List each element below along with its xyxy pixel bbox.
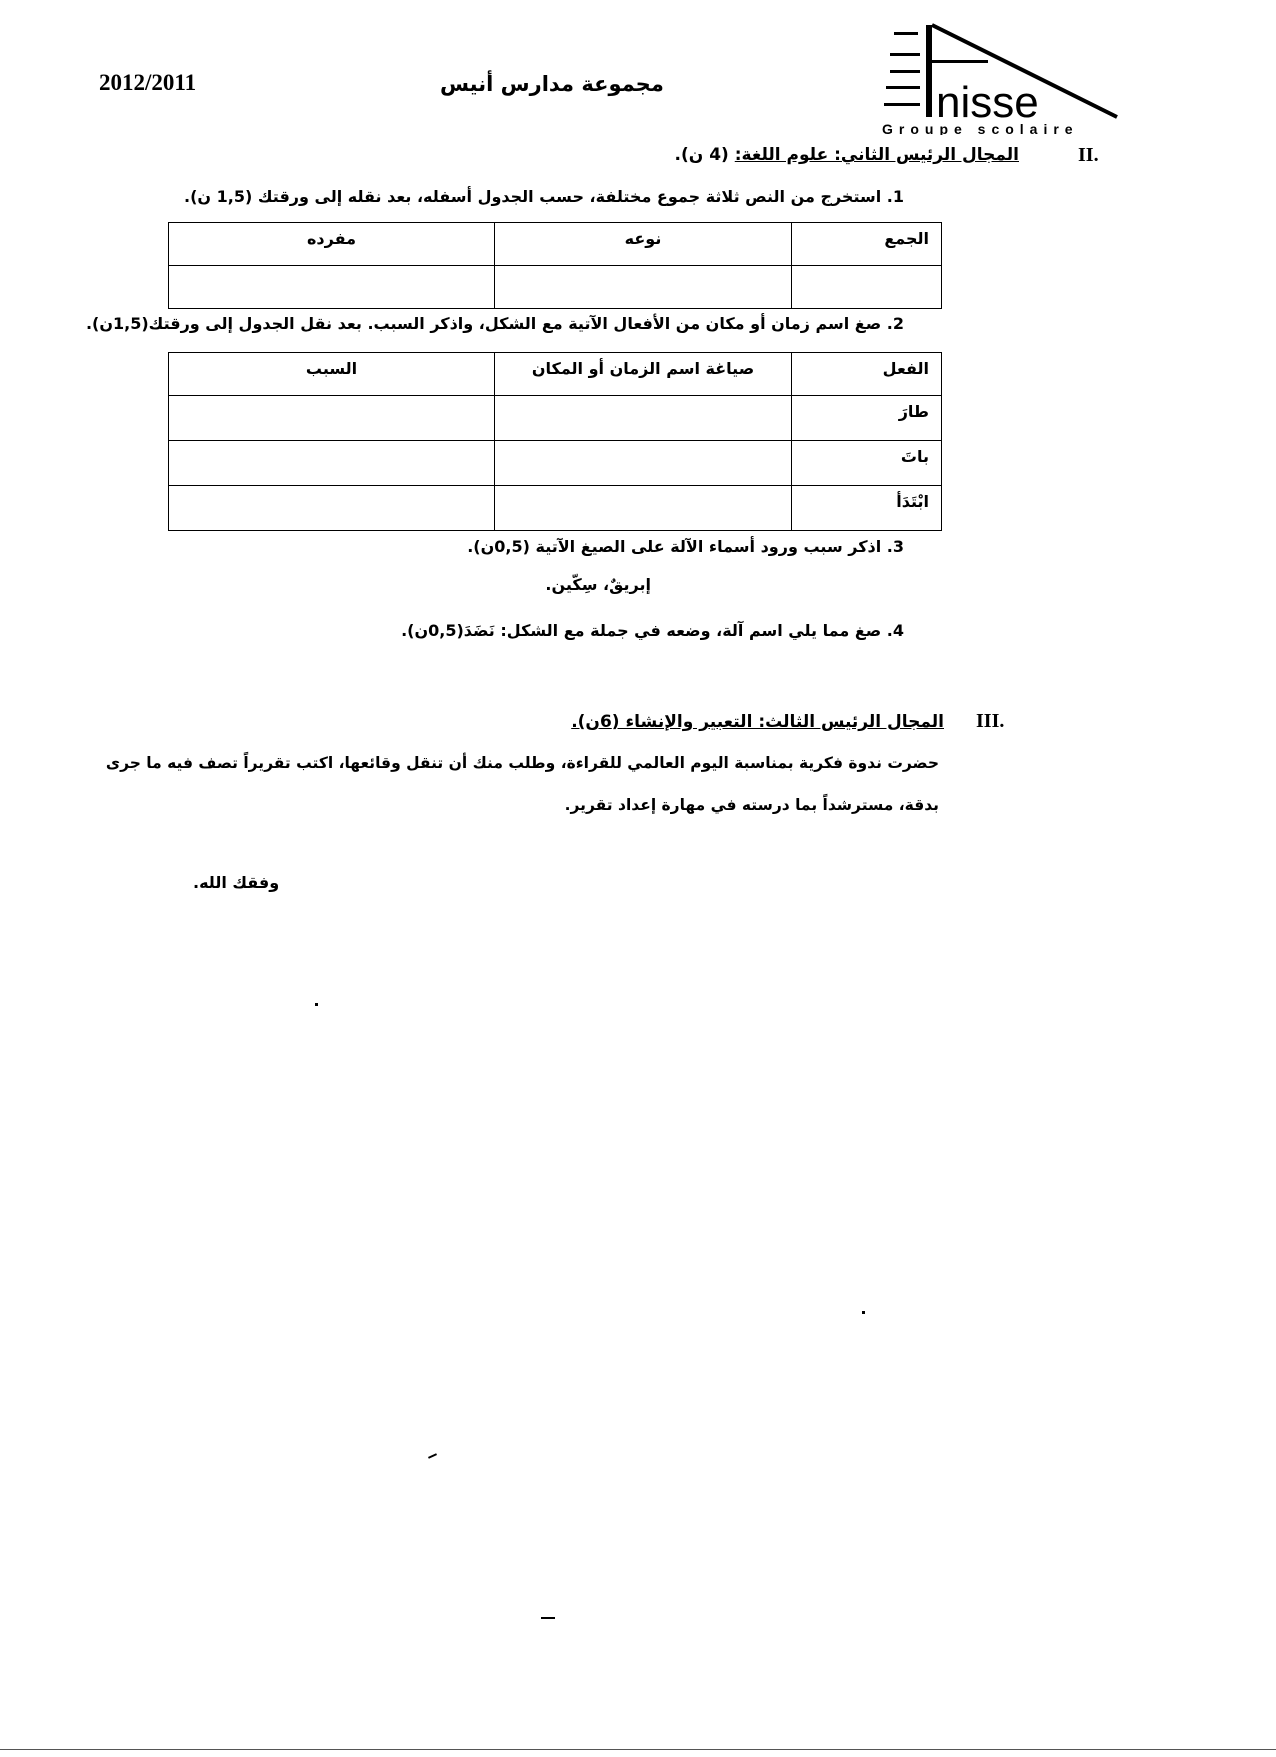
answer-cell[interactable] <box>169 441 495 486</box>
verbs-table <box>168 352 942 531</box>
verb-cell: باتَ <box>792 441 942 486</box>
school-name: مجموعة مدارس أنيس <box>440 72 664 96</box>
answer-cell[interactable] <box>169 266 495 309</box>
closing-text: وفقك الله. <box>193 873 280 892</box>
svg-text:Groupe scolaire: Groupe scolaire <box>882 121 1079 135</box>
section-heading <box>675 145 1019 165</box>
question-3 <box>467 537 904 556</box>
prompt-line-2: بدقة، مسترشداً بما درسته في مهارة إعداد تقرير. <box>564 796 939 814</box>
answer-cell[interactable] <box>495 266 792 309</box>
question-text: صغ مما يلي اسم آلة، وضعه في جملة مع الشكل: نَضَدَ(0,5ن). <box>401 621 882 640</box>
answer-cell[interactable] <box>169 486 495 531</box>
question-1 <box>184 187 904 206</box>
school-year: 2012/2011 <box>99 70 197 95</box>
scan-speck <box>315 1003 318 1006</box>
header-cell: نوعه <box>495 223 792 266</box>
section-title: المجال الرئيس الثاني: علوم اللغة: <box>734 145 1019 165</box>
question-number: 2. <box>886 314 904 333</box>
answer-cell[interactable] <box>495 441 792 486</box>
section-points: (4 ن). <box>674 145 729 165</box>
section-number: II. <box>1078 144 1099 166</box>
prompt-line-1: حضرت ندوة فكرية بمناسبة اليوم العالمي للقراءة، وطلب منك أن تنقل وقائعها، اكتب تقريراً تصف فيه ما جرى <box>105 754 939 772</box>
page-bottom-rule <box>0 1749 1276 1750</box>
scan-speck <box>862 1311 865 1314</box>
header-cell: السبب <box>169 353 495 396</box>
school-logo <box>872 20 1122 135</box>
question-number: 3. <box>886 537 904 556</box>
question-text: استخرج من النص ثلاثة جموع مختلفة، حسب الجدول أسفله، بعد نقله إلى ورقتك (1,5 ن). <box>184 187 882 206</box>
answer-cell[interactable] <box>495 486 792 531</box>
section-title: المجال الرئيس الثالث: التعبير والإنشاء (6ن). <box>571 712 944 732</box>
section-number: III. <box>976 710 1005 732</box>
answer-cell[interactable] <box>495 396 792 441</box>
question-text: اذكر سبب ورود أسماء الآلة على الصيغ الآتية (0,5ن). <box>467 537 882 556</box>
question-4 <box>401 621 904 640</box>
verb-cell: طارَ <box>792 396 942 441</box>
answer-cell[interactable] <box>792 266 942 309</box>
question-text: صغ اسم زمان أو مكان من الأفعال الآتية مع الشكل، واذكر السبب. بعد نقل الجدول إلى ورقتك(1,5ن). <box>85 314 882 333</box>
question-3-words: إبريقٌ، سِكّين. <box>545 575 651 594</box>
question-number: 1. <box>886 187 904 206</box>
svg-text:nisse: nisse <box>936 78 1039 127</box>
verb-cell: ابْتَدَأ <box>792 486 942 531</box>
header-cell: مفرده <box>169 223 495 266</box>
header-cell: صياغة اسم الزمان أو المكان <box>495 353 792 396</box>
answer-cell[interactable] <box>169 396 495 441</box>
question-2 <box>86 314 904 333</box>
scan-speck <box>428 1453 437 1459</box>
header-cell: الفعل <box>792 353 942 396</box>
plurals-table <box>168 222 942 309</box>
scan-speck <box>541 1617 555 1619</box>
question-number: 4. <box>886 621 904 640</box>
header-cell: الجمع <box>792 223 942 266</box>
